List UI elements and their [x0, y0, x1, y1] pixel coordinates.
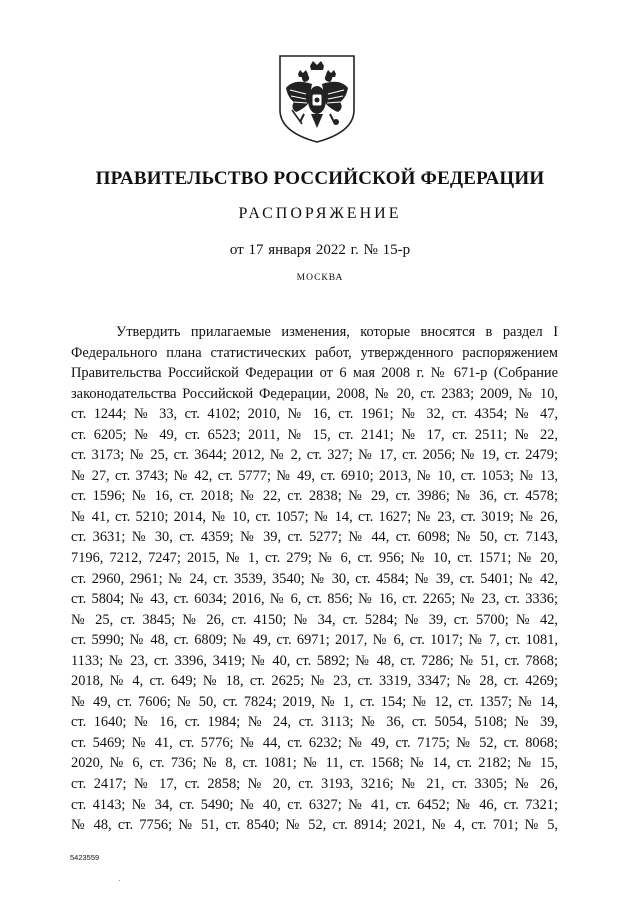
body-line: ст. 5469; № 41, ст. 5776; № 44, ст. 6232; № 49, ст. 7175; № 52, ст. 8068;	[71, 734, 558, 751]
body-line: № 49, ст. 7606; № 50, ст. 7824; 2019, № 1, ст. 154; № 12, ст. 1357; № 14,	[71, 693, 558, 710]
body-line: ст. 3173; № 25, ст. 3644; 2012, № 2, ст. 327; № 17, ст. 2056; № 19, ст. 2479;	[71, 447, 558, 464]
body-line: № 25, ст. 3845; № 26, ст. 4150; № 34, ст. 5284; № 39, ст. 5700; № 42,	[71, 611, 558, 628]
body-line: 1133; № 23, ст. 3396, 3419; № 40, ст. 5892; № 48, ст. 7286; № 51, ст. 7868;	[71, 652, 558, 669]
document-id: 5423559	[70, 853, 100, 862]
organization-title: ПРАВИТЕЛЬСТВО РОССИЙСКОЙ ФЕДЕРАЦИИ	[95, 168, 545, 189]
body-line: ст. 1640; № 16, ст. 1984; № 24, ст. 3113; № 36, ст. 5054, 5108; № 39,	[71, 714, 558, 731]
coat-of-arms-icon	[274, 52, 360, 144]
body-line: ст. 4143; № 34, ст. 5490; № 40, ст. 6327; № 41, ст. 6452; № 46, ст. 7321;	[71, 796, 558, 813]
body-line: ст. 2417; № 17, ст. 2858; № 20, ст. 3193, 3216; № 21, ст. 3305; № 26,	[71, 776, 558, 793]
body-line: 7196, 7212, 7247; 2015, № 1, ст. 279; № 6, ст. 956; № 10, ст. 1571; № 20,	[71, 550, 558, 567]
body-line: ст. 5990; № 48, ст. 6809; № 49, ст. 6971; 2017, № 6, ст. 1017; № 7, ст. 1081,	[71, 632, 558, 649]
body-line: ст. 2960, 2961; № 24, ст. 3539, 3540; № 30, ст. 4584; № 39, ст. 5401; № 42,	[71, 570, 558, 587]
body-line: Федерального плана статистических работ, утвержденного распоряжением	[71, 344, 558, 361]
body-line: № 41, ст. 5210; 2014, № 10, ст. 1057; № 14, ст. 1627; № 23, ст. 3019; № 26,	[71, 508, 558, 525]
body-line: 2020, № 6, ст. 736; № 8, ст. 1081; № 11, ст. 1568; № 14, ст. 2182; № 15,	[71, 755, 558, 772]
document-city: МОСКВА	[296, 273, 344, 283]
body-line: ст. 1596; № 16, ст. 2018; № 22, ст. 2838; № 29, ст. 3986; № 36, ст. 4578;	[71, 488, 558, 505]
body-line: № 27, ст. 3743; № 42, ст. 5777; № 49, ст. 6910; 2013, № 10, ст. 1053; № 13,	[71, 467, 558, 484]
document-body	[71, 322, 558, 836]
document-type: РАСПОРЯЖЕНИЕ	[238, 205, 402, 222]
body-line: ст. 1244; № 33, ст. 4102; 2010, № 16, ст. 1961; № 32, ст. 4354; № 47,	[71, 406, 558, 423]
body-line: ст. 5804; № 43, ст. 6034; 2016, № 6, ст. 856; № 16, ст. 2265; № 23, ст. 3336;	[71, 591, 558, 608]
body-line: ст. 6205; № 49, ст. 6523; 2011, № 15, ст. 2141; № 17, ст. 2511; № 22,	[71, 426, 558, 443]
body-line: № 48, ст. 7756; № 51, ст. 8540; № 52, ст. 8914; 2021, № 4, ст. 701; № 5,	[71, 817, 558, 834]
document-date-number: от 17 января 2022 г. № 15-р	[229, 242, 411, 258]
body-line: Правительства Российской Федерации от 6 мая 2008 г. № 671-р (Собрание	[71, 365, 558, 382]
body-line: 2018, № 4, ст. 649; № 18, ст. 2625; № 23, ст. 3319, 3347; № 28, ст. 4269;	[71, 673, 558, 690]
body-line: Утвердить прилагаемые изменения, которые вносятся в раздел I	[116, 324, 558, 340]
body-line: законодательства Российской Федерации, 2008, № 20, ст. 2383; 2009, № 10,	[71, 385, 558, 402]
scan-artifact	[119, 880, 120, 881]
body-line: ст. 3631; № 30, ст. 4359; № 39, ст. 5277; № 44, ст. 6098; № 50, ст. 7143,	[71, 529, 558, 546]
